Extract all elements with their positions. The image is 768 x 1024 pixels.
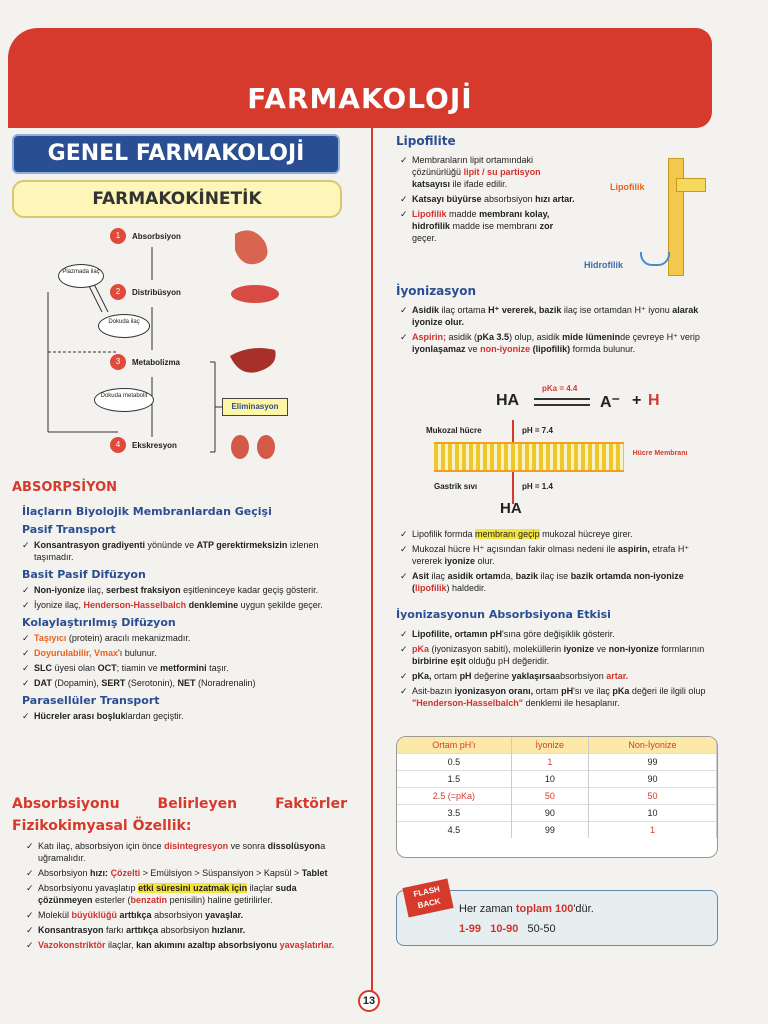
list-item: ✓ Non-iyonize ilaç, serbest fraksiyon eşitleninceye kadar geçiş gösterir.: [22, 584, 347, 596]
heading-lipofilite: Lipofilite: [396, 134, 456, 148]
list-item: ✓ Absorbsiyon hızı: Çözelti > Emülsiyon > Süspansiyon > Kapsül > Tablet: [26, 867, 348, 879]
kidney-icon: [231, 435, 249, 459]
liver-icon: [230, 348, 276, 373]
list-item: ✓ Konsantrasyon farkı arttıkça absorbsiyon hızlanır.: [26, 924, 348, 936]
table-cell: 1: [511, 754, 588, 771]
ha-bottom-label: HA: [500, 500, 522, 517]
step-2-badge: 2: [110, 284, 126, 300]
table-cell: 3.5: [397, 805, 511, 822]
etki-list: [400, 628, 718, 712]
hidrofilik-label: Hidrofilik: [584, 260, 624, 270]
heading-basit: Basit Pasif Difüzyon: [22, 568, 146, 581]
list-item: ✓ SLC üyesi olan OCT; tiamin ve metformini taşır.: [22, 662, 347, 674]
eliminasyon-box: Eliminasyon: [222, 398, 288, 416]
list-item: ✓ Asit-bazın iyonizasyon oranı, ortam pH'sı ve ilaç pKa değeri ile ilgili olup "Henderson-Hasselbalch" denklemi ile hesaplanır.: [400, 685, 718, 709]
list-item: ✓ DAT (Dopamin), SERT (Serotonin), NET (Noradrenalin): [22, 677, 347, 689]
step-1-badge: 1: [110, 228, 126, 244]
list-item: ✓ Katı ilaç, absorbsiyon için önce disintegresyon ve sonra dissolüsyona uğramalıdır.: [26, 840, 348, 864]
step-3-badge: 3: [110, 354, 126, 370]
lipofilik-label: Lipofilik: [610, 182, 645, 192]
step-1-label: Absorbsiyon: [132, 232, 181, 241]
hucre-membrani-label: Hücre Membranı: [632, 450, 688, 457]
ionization-table: [396, 736, 718, 858]
ha-label: HA: [496, 392, 520, 409]
table-row: [397, 805, 717, 822]
left-column-fiziko: [26, 840, 348, 954]
lipofilite-list: [400, 154, 580, 247]
table-row: [397, 754, 717, 771]
list-item: ✓ Doyurulabilir, Vmax'ı bulunur.: [22, 647, 347, 659]
table-header: Non-İyonize: [588, 737, 716, 754]
column-divider: [371, 118, 373, 1008]
step-4-badge: 4: [110, 437, 126, 453]
flash-label: FLASH: [412, 884, 441, 899]
table-cell: 50: [511, 788, 588, 805]
list-item: ✓ Asit ilaç asidik ortamda, bazik ilaç ise bazik ortamda non-iyonize (lipofilik) haldedir.: [400, 570, 718, 594]
table-cell: 10: [511, 771, 588, 788]
table-cell: 50: [588, 788, 716, 805]
page-number: 13: [358, 990, 380, 1012]
list-item: ✓ Lipofilik formda membranı geçip mukozal hücreye girer.: [400, 528, 718, 540]
list-item: ✓ Asidik ilaç ortama H⁺ vererek, bazik ilaç ise ortamdan H⁺ iyonu alarak iyonize olur.: [400, 304, 718, 328]
left-column: [22, 500, 347, 725]
list-item: ✓ Membranların lipit ortamındaki çözünürlüğü lipit / su partisyon katsayısı ile ifade edilir.: [400, 154, 580, 190]
table-header: Ortam pH'ı: [397, 737, 511, 754]
list-item: ✓ Katsayı büyürse absorbsiyon hızı artar.: [400, 193, 580, 205]
intestine-icon: [231, 285, 279, 303]
list-item: ✓ pKa (iyonizasyon sabiti), moleküllerin iyonize ve non-iyonize formlarının birbirine eşit olduğu pH değeridir.: [400, 643, 718, 667]
equilibrium-diagram: [420, 380, 710, 520]
table-cell: 4.5: [397, 822, 511, 839]
table-cell: 99: [588, 754, 716, 771]
heading-iyonizasyon: İyonizasyon: [396, 284, 477, 298]
membrane-diagram: [580, 150, 710, 280]
stomach-icon: [235, 230, 267, 264]
ph74-label: pH = 7.4: [522, 426, 553, 435]
table-cell: 90: [511, 805, 588, 822]
step-4-label: Ekskresyon: [132, 441, 177, 450]
dokuda-ilac-box: Dokuda ilaç: [98, 314, 150, 338]
hidrofilik-arrow-icon: [640, 252, 670, 266]
lipofilik-arrow-icon: [676, 178, 706, 192]
back-label: BACK: [416, 896, 442, 911]
list-item: ✓ Lipofilik madde membranı kolay, hidrofilik madde ise membranı zor geçer.: [400, 208, 580, 244]
list-item: ✓ Hücreler arası boşluklardan geçiştir.: [22, 710, 347, 722]
dokuda-metabolit-box: Dokuda metabolit: [94, 388, 154, 412]
section-title-farmakokinetik: FARMAKOKİNETİK: [12, 180, 342, 218]
plus-label: +: [632, 392, 642, 409]
list-item: ✓ Taşıyıcı (protein) aracılı mekanizmadır.: [22, 632, 347, 644]
list-item: ✓ İyonize ilaç, Henderson-Hasselbalch denklemine uygun şekilde geçer.: [22, 599, 347, 611]
list-item: ✓ Absorbsiyonu yavaşlatıp etki süresini uzatmak için ilaçlar suda çözünmeyen esterler (benzatin penisilin) haline getirilirler.: [26, 882, 348, 906]
heading-gecis: İlaçların Biyolojik Membranlardan Geçişi: [22, 505, 272, 518]
list-item: ✓ Konsantrasyon gradiyenti yönünde ve ATP gerektirmeksizin izlenen taşımadır.: [22, 539, 347, 563]
table-row: [397, 822, 717, 839]
table-header: İyonize: [511, 737, 588, 754]
table-row: [397, 771, 717, 788]
heading-fizikokimyasal: Fizikokimyasal Özellik:: [12, 818, 192, 834]
ha-explanation-list: [400, 528, 718, 597]
step-2-label: Distribüsyon: [132, 288, 181, 297]
heading-absorpsiyon: ABSORPSİYON: [12, 480, 118, 495]
table-cell: 2.5 (=pKa): [397, 788, 511, 805]
gastrik-label: Gastrik sıvı: [434, 482, 478, 491]
table-header-row: [397, 737, 717, 754]
list-item: ✓ pKa, ortam pH değerine yaklaşırsaabsorbsiyon artar.: [400, 670, 718, 682]
mukozal-label: Mukozal hücre: [426, 426, 482, 435]
table-cell: 10: [588, 805, 716, 822]
title-banner: [8, 28, 712, 128]
ph14-label: pH = 1.4: [522, 482, 553, 491]
table-cell: 1: [588, 822, 716, 839]
flash-badge-icon: [402, 879, 453, 918]
flash-values: 1-99 10-90 50-50: [459, 923, 556, 935]
table-row: [397, 788, 717, 805]
table-cell: 0.5: [397, 754, 511, 771]
plazmada-ilac-box: Plazmada ilaç: [58, 264, 104, 288]
a-minus-label: A⁻: [600, 394, 620, 411]
heading-parasellüler: Parasellüler Transport: [22, 694, 160, 707]
list-item: ✓ Aspirin; asidik (pKa 3.5) olup, asidik mide lümeninde çevreye H⁺ verip iyonlaşamaz ve non-iyonize (lipofilik) formda bulunur.: [400, 331, 718, 355]
equilibrium-arrow-icon: [534, 398, 590, 406]
h-label: H: [648, 392, 660, 409]
diagram-lines: [40, 222, 330, 472]
table-cell: 99: [511, 822, 588, 839]
heading-pasif: Pasif Transport: [22, 523, 116, 536]
pka-label: pKa = 4.4: [542, 384, 578, 393]
membrane-strip: [434, 442, 624, 472]
flashback-box: [396, 884, 718, 946]
step-3-label: Metabolizma: [132, 358, 181, 367]
page-title: FARMAKOLOJİ: [247, 82, 473, 115]
list-item: ✓ Mukozal hücre H⁺ açısından fakir olması nedeni ile aspirin, etrafa H⁺ vererek iyonize olur.: [400, 543, 718, 567]
iyonizasyon-list: [400, 304, 718, 358]
list-item: ✓ Lipofilite, ortamın pH'sına göre değişiklik gösterir.: [400, 628, 718, 640]
table-cell: 90: [588, 771, 716, 788]
heading-kolay: Kolaylaştırılmış Difüzyon: [22, 616, 176, 629]
heading-belirleyen: Absorbsiyonu Belirleyen Faktörler: [12, 796, 347, 812]
flash-text: Her zaman toplam 100'dür.: [459, 903, 594, 915]
membrane-bar: [668, 158, 684, 276]
heading-etki: İyonizasyonun Absorbsiyona Etkisi: [396, 608, 611, 621]
table-cell: 1.5: [397, 771, 511, 788]
list-item: ✓ Vazokonstriktör ilaçlar, kan akımını azaltıp absorbsiyonu yavaşlatırlar.: [26, 939, 348, 951]
pharmacokinetics-diagram: [40, 222, 330, 472]
section-title-genel: GENEL FARMAKOLOJİ: [12, 134, 340, 174]
list-item: ✓ Molekül büyüklüğü arttıkça absorbsiyon yavaşlar.: [26, 909, 348, 921]
